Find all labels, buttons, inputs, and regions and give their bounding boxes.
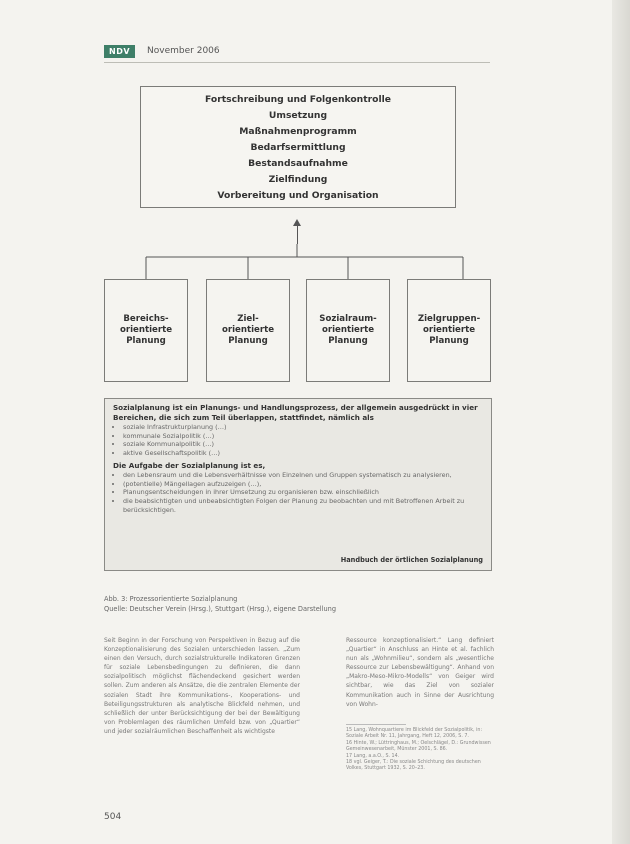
category-box (206, 279, 290, 382)
body-text-left: Seit Beginn in der Forschung von Perspektiven in Bezug auf die Konzeptionalisierung des Sozialen unterschieden lassen. „Zum einen den Versuch, durch sozialstrukturelle Indikatoren Grenzen für soziale Lebensbedingungen zu definieren, die dann sozialpolitisch möglichst flächendeckend gesichert werden sollen. Zum anderen als Ansätze, die die zentralen Elemente der sozialen Stadt ihre Kommunikations-, Kooperations- und Beteiligungsstrukturen als analytische Blickfeld nehmen, und schließlich der unter Berücksichtigung der bei der Bewältigung von Problemlagen des räumlichen Umfeld bzw. von „Quartier“ und jeder sozialräumlichen Beschaffenheit als wichtigste (104, 637, 300, 735)
caption-source: Quelle: Deutscher Verein (Hrsg.), Stuttgart (Hrsg.), eigene Darstellung (104, 605, 337, 613)
list-item: • kommunale Sozialpolitik (…) (123, 432, 483, 441)
process-step: Zielfindung (268, 173, 328, 185)
info-intro: Sozialplanung ist ein Planungs- und Handlungsprozess, der allgemein ausgedrückt in vier Bereichen, die sich zum Teil überlappen, stattfindet, nämlich als (113, 403, 478, 422)
task-heading: Die Aufgabe der Sozialplanung ist es, (113, 460, 266, 470)
ndv-logo: NDV (104, 45, 135, 58)
process-step: Vorbereitung und Organisation (217, 189, 379, 201)
header-date: November 2006 (147, 46, 220, 56)
figure-caption (104, 594, 336, 614)
areas-list (113, 423, 483, 457)
category-box (104, 279, 188, 382)
process-step: Fortschreibung und Folgenkontrolle (205, 93, 391, 105)
info-box (104, 398, 492, 571)
footnote: 16 Hinte, W.; Lüttringhaus, M.; Oelschlägel, D.: Grundwissen Gemeinwesenarbeit, Münster 2001, S. 86. (346, 740, 491, 753)
category-label: Zielgruppen- orientierte Planung (417, 314, 481, 346)
list-item: • Planungsentscheidungen in ihrer Umsetzung zu organisieren bzw. einschließlich (123, 488, 483, 497)
category-box (407, 279, 491, 382)
caption-title: Abb. 3: Prozessorientierte Sozialplanung (104, 595, 238, 603)
process-step: Maßnahmenprogramm (239, 125, 357, 137)
category-box (306, 279, 390, 382)
footnote-rule (346, 724, 406, 725)
list-item: • (potentielle) Mängellagen aufzuzeigen (…), (123, 480, 483, 489)
body-text-right: Ressource konzeptionalisiert.“ Lang definiert „Quartier“ in Anschluss an Hinte et al. fachlich nun als „Wohnmilieu“, sondern als „wesentliche Ressource zur Lebensbewältigung“. Anhand von „Makro-Meso-Mikro-Modells“ von Geiger wird sichtbar, wie das Ziel von sozialer Kommunikation auch in Sinne der Ausrichtung von Wohn- (346, 637, 494, 708)
list-item: • soziale Kommunalpolitik (…) (123, 440, 483, 449)
footnotes (346, 728, 494, 773)
process-step: Bedarfsermittlung (250, 141, 346, 153)
tasks-list (113, 471, 483, 514)
info-source: Handbuch der örtlichen Sozialplanung (340, 556, 483, 565)
list-item: • den Lebensraum und die Lebensverhältnisse von Einzelnen und Gruppen systematisch zu analysieren, (123, 471, 483, 480)
footnote: 15 Lang, Wohnquartiere im Blickfeld der Sozialpolitik, in: Soziale Arbeit Nr. 11, Jahrgang, Heft 12, 2006, S. 7. (346, 728, 483, 740)
category-label: Sozialraum- orientierte Planung (319, 314, 377, 346)
list-item: • die beabsichtigten und unbeabsichtigten Folgen der Planung zu beobachten und mit Betroffenen Arbeit zu berücksichtigen. (123, 497, 483, 514)
process-step: Bestandsaufnahme (248, 157, 348, 169)
page-number: 504 (104, 812, 122, 822)
list-item: • aktive Gesellschaftspolitik (…) (123, 449, 483, 458)
footnote: 18 vgl. Geiger, T.: Die soziale Schichtung des deutschen Volkes, Stuttgart 1932, S. 20–23. (346, 760, 481, 772)
footnote: 17 Lang, a.a.O., S. 14. (346, 753, 400, 759)
process-step: Umsetzung (268, 109, 328, 121)
category-label: Bereichs- orientierte Planung (119, 314, 173, 346)
list-item: • soziale Infrastrukturplanung (…) (123, 423, 483, 432)
category-label: Ziel- orientierte Planung (221, 314, 275, 346)
